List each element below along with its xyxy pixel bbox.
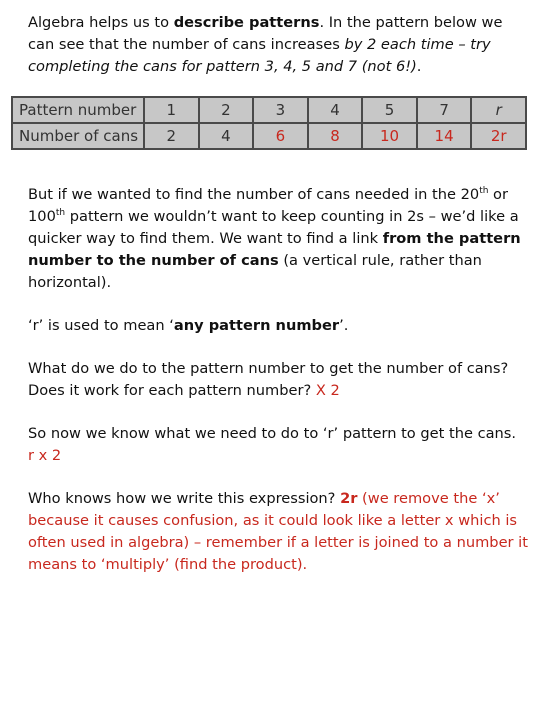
explanation-text: (we remove the ‘x’ because it causes confusion, as it could look like a letter x which is often used in algebra) – remember if a letter is joined to a number it means to ‘multiply’ (find the product). bbox=[28, 490, 528, 573]
cans-answer-cell: 6 bbox=[253, 123, 308, 149]
intro-paragraph: Algebra helps us to describe patterns. In the pattern below we can see that the number of cans increases by 2 each time – try completing the cans for pattern 3, 4, 5 and 7 (not 6!). bbox=[28, 14, 503, 75]
pattern-number-cell: 7 bbox=[417, 97, 472, 123]
cans-cell: 4 bbox=[199, 123, 254, 149]
cans-answer-cell: 2r bbox=[471, 123, 526, 149]
pattern-number-cell: 1 bbox=[144, 97, 199, 123]
cans-cell: 2 bbox=[144, 123, 199, 149]
link-emphasis: from the pattern number to the number of cans bbox=[28, 230, 521, 269]
pattern-number-cell: 3 bbox=[253, 97, 308, 123]
any-pattern-number-emphasis: any pattern number bbox=[173, 317, 340, 334]
r-times-two-answer: r x 2 bbox=[28, 447, 62, 464]
describe-patterns-emphasis: describe patterns bbox=[173, 14, 320, 31]
pattern-number-cell: 5 bbox=[362, 97, 417, 123]
vertical-rule-paragraph: But if we wanted to find the number of cans needed in the 20th or 100th pattern we wouldn’t want to keep counting in 2s – we’d like a quicker way to find them. We want to find a link from the pattern number to the number of cans (a vertical rule, rather than horizontal). bbox=[28, 186, 521, 291]
rule-paragraph: So now we know what we need to do to ‘r’ pattern to get the cans. r x 2 bbox=[28, 425, 517, 464]
number-of-cans-row bbox=[12, 123, 526, 149]
intro-italic-instruction: by 2 each time – try completing the cans for pattern 3, 4, 5 and 7 (not 6!) bbox=[28, 36, 491, 75]
pattern-number-cell: 2 bbox=[199, 97, 254, 123]
pattern-number-row bbox=[12, 97, 526, 123]
pattern-number-cell: 4 bbox=[308, 97, 363, 123]
expression-paragraph: Who knows how we write this expression? 2r (we remove the ‘x’ because it causes confusion, as it could look like a letter x which is often used in algebra) – remember if a letter is joined to a number it means to ‘multiply’ (find the product). bbox=[28, 490, 528, 573]
times-two-answer: X 2 bbox=[315, 382, 340, 399]
cans-answer-cell: 14 bbox=[417, 123, 472, 149]
r-definition-paragraph: ‘r’ is used to mean ‘any pattern number’. bbox=[28, 317, 349, 334]
number-of-cans-label: Number of cans bbox=[12, 123, 144, 149]
question-paragraph: What do we do to the pattern number to get the number of cans? Does it work for each pattern number? X 2 bbox=[28, 360, 509, 399]
pattern-number-cell: r bbox=[471, 97, 526, 123]
cans-answer-cell: 10 bbox=[362, 123, 417, 149]
cans-answer-cell: 8 bbox=[308, 123, 363, 149]
pattern-number-label: Pattern number bbox=[12, 97, 144, 123]
pattern-table bbox=[11, 96, 527, 150]
two-r-answer: 2r bbox=[340, 490, 358, 507]
